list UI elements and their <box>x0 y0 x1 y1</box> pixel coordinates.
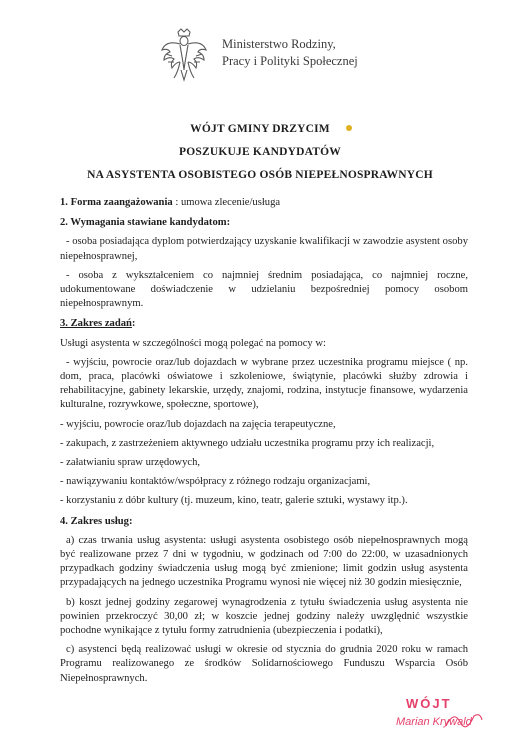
task-item: - wyjściu, powrocie oraz/lub dojazdach na zajęcia terapeutyczne, <box>60 418 336 430</box>
section-4-title: 4. Zakres usług <box>60 515 129 527</box>
requirement-item: - osoba posiadająca dyplom potwierdzający uzyskanie kwalifikacji w zawodzie asystent osoby niepełnosprawnej, <box>60 236 468 262</box>
polish-eagle-emblem-icon <box>160 28 208 82</box>
service-item: b) koszt jednej godziny zegarowej wynagrodzenia z tytułu świadczenia usług asystenta nie powinien przekroczyć 30,00 zł; w koszcie jednej godziny należy uwzględnić wszystkie pochodne wynikające z tytułu formy zatrudnienia (ubezpieczenia i podatki), <box>60 596 468 637</box>
ministry-header <box>160 28 460 84</box>
ministry-line-2: Pracy i Polityki Społecznej <box>222 54 358 68</box>
section-1-value: : umowa zlecenie/usługa <box>175 197 281 208</box>
section-3-title: 3. Zakres zadań <box>60 318 132 330</box>
task-item: - korzystaniu z dóbr kultury (tj. muzeum, kino, teatr, galerie sztuki, wystawy itp.). <box>60 495 408 507</box>
task-item: - wyjściu, powrocie oraz/lub dojazdach w wybrane przez uczestnika programu miejsce ( np. dom, praca, placówki oświatowe i szkoleniowe, świątynie, placówki służby zdrowia i rehabilitacyjne, gabinety lekarskie, urzędy, znajomi, rodzina, instytucje finansowe, wydarzenia kulturalne, rozrywkowe, społeczne, sportowe), <box>60 356 468 411</box>
task-item: - nawiązywaniu kontaktów/współpracy z różnego rodzaju organizacjami, <box>60 476 371 488</box>
task-item: - zakupach, z zastrzeżeniem aktywnego udziału uczestnika programu przy ich realizacji, <box>60 437 435 449</box>
signature-scribble-icon <box>444 708 484 730</box>
service-item: c) asystenci będą realizować usługi w okresie od stycznia do grudnia 2020 roku w ramach Programu realizowanego ze środków Solidarnościowego Funduszu Wsparcia Osób Niepełnosprawnych. <box>60 644 468 684</box>
ministry-name <box>222 36 358 70</box>
ministry-line-1: Ministerstwo Rodziny, <box>222 37 336 51</box>
ink-dot-mark <box>346 125 352 131</box>
section-3-intro: Usługi asystenta w szczególności mogą polegać na pomocy w: <box>60 337 326 349</box>
document-body <box>60 196 468 691</box>
mayor-stamp-signature <box>392 694 502 738</box>
stamp-title: WÓJT <box>406 696 452 711</box>
title-line-1: WÓJT GMINY DRZYCIM <box>190 123 330 135</box>
document-title <box>0 118 520 187</box>
section-3-heading: 3. Zakres zadań: <box>60 318 136 330</box>
title-line-3: NA ASYSTENTA OSOBISTEGO OSÓB NIEPEŁNOSPRAWNYCH <box>87 169 433 181</box>
section-1-heading <box>60 196 468 210</box>
task-item: - załatwianiu spraw urzędowych, <box>60 457 201 469</box>
section-4-heading: 4. Zakres usług: <box>60 515 133 527</box>
service-item: a) czas trwania usług asystenta: usługi asystenta osobistego osób niepełnosprawnych mogą być realizowane przez 7 dni w tygodniu, w godzinach od 7:00 do 22:00, w uzasadnionych przypadkach godziny świadczenia usług mogą być zmienione; limit godzin usług asystenta przypadających na jednego uczestnika Programu wynosi nie więcej niż 30 godzin miesięcznie, <box>60 534 468 589</box>
stamp-name: Marian Krywald <box>396 716 472 728</box>
requirement-item: - osoba z wykształceniem co najmniej średnim posiadająca, co najmniej roczne, udokumentowane doświadczenie w udzielaniu bezpośredniej pomocy osobom niepełnosprawnym. <box>60 269 468 310</box>
section-2-title: 2. Wymagania stawiane kandydatom <box>60 217 227 229</box>
title-line-2: POSZUKUJE KANDYDATÓW <box>179 146 341 158</box>
section-2-heading: 2. Wymagania stawiane kandydatom: <box>60 217 231 229</box>
section-1-title: 1. Forma zaangażowania <box>60 197 173 208</box>
